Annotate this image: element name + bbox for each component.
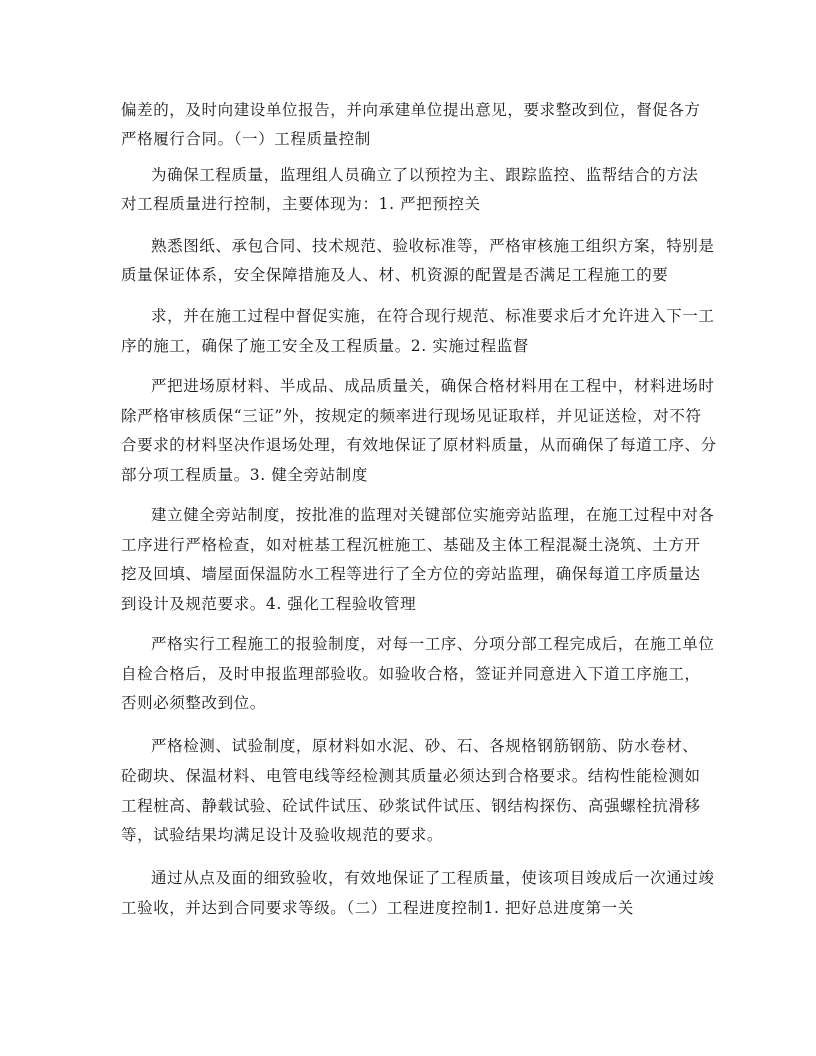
text-line: 否则必须整改到位。 xyxy=(121,694,266,712)
text-line: 质量保证体系，安全保障措施及人、材、机资源的配置是否满足工程施工的要 xyxy=(121,266,669,284)
text-line: 工序进行严格检查，如对桩基工程沉桩施工、基础及主体工程混凝土浇筑、土方开 xyxy=(121,536,701,554)
text-line: 熟悉图纸、承包合同、技术规范、验收标准等，严格审核施工组织方案，特别是 xyxy=(151,237,715,255)
text-line: 为确保工程质量，监理组人员确立了以预控为主、跟踪监控、监帮结合的方法 xyxy=(151,166,699,184)
text-line: 工程桩高、静载试验、砼试件试压、砂浆试件试压、钢结构探伤、高强螺栓抗滑移 xyxy=(121,797,701,815)
text-line: 严格实行工程施工的报验制度，对每一工序、分项分部工程完成后，在施工单位 xyxy=(151,635,715,653)
text-line: 严格履行合同。（一）工程质量控制 xyxy=(121,130,371,148)
text-line: 建立健全旁站制度，按批准的监理对关键部位实施旁站监理，在施工过程中对各 xyxy=(151,506,715,524)
text-line: 通过从点及面的细致验收，有效地保证了工程质量，使该项目竣成后一次通过竣 xyxy=(151,869,715,887)
text-line: 合要求的材料坚决作退场处理，有效地保证了原材料质量，从而确保了每道工序、分 xyxy=(121,436,717,454)
text-line: 严把进场原材料、半成品、成品质量关，确保合格材料用在工程中，材料进场时 xyxy=(151,377,715,395)
text-line: 挖及回填、墙屋面保温防水工程等进行了全方位的旁站监理，确保每道工序质量达 xyxy=(121,565,701,583)
text-line: 部分项工程质量。3. 健全旁站制度 xyxy=(121,466,368,484)
text-line: 等，试验结果均满足设计及验收规范的要求。 xyxy=(121,826,444,844)
text-line: 除严格审核质保“三证”外，按规定的频率进行现场见证取样，并见证送检，对不符 xyxy=(121,407,702,425)
text-line: 对工程质量进行控制，主要体现为：1. 严把预控关 xyxy=(121,195,481,213)
text-line: 砼砌块、保温材料、电管电线等经检测其质量必须达到合格要求。结构性能检测如 xyxy=(121,767,701,785)
text-line: 工验收，并达到合同要求等级。（二）工程进度控制1. 把好总进度第一关 xyxy=(121,899,634,917)
text-line: 偏差的，及时向建设单位报告，并向承建单位提出意见，要求整改到位，督促各方 xyxy=(121,101,701,119)
text-line: 到设计及规范要求。4. 强化工程验收管理 xyxy=(121,595,417,613)
text-line: 自检合格后，及时申报监理部验收。如验收合格，签证并同意进入下道工序施工， xyxy=(121,665,701,683)
text-line: 求，并在施工过程中督促实施，在符合现行规范、标准要求后才允许进入下一工 xyxy=(151,307,715,325)
text-line: 严格检测、试验制度，原材料如水泥、砂、石、各规格钢筋钢筋、防水卷材、 xyxy=(151,737,699,755)
text-line: 序的施工，确保了施工安全及工程质量。2. 实施过程监督 xyxy=(121,337,529,355)
